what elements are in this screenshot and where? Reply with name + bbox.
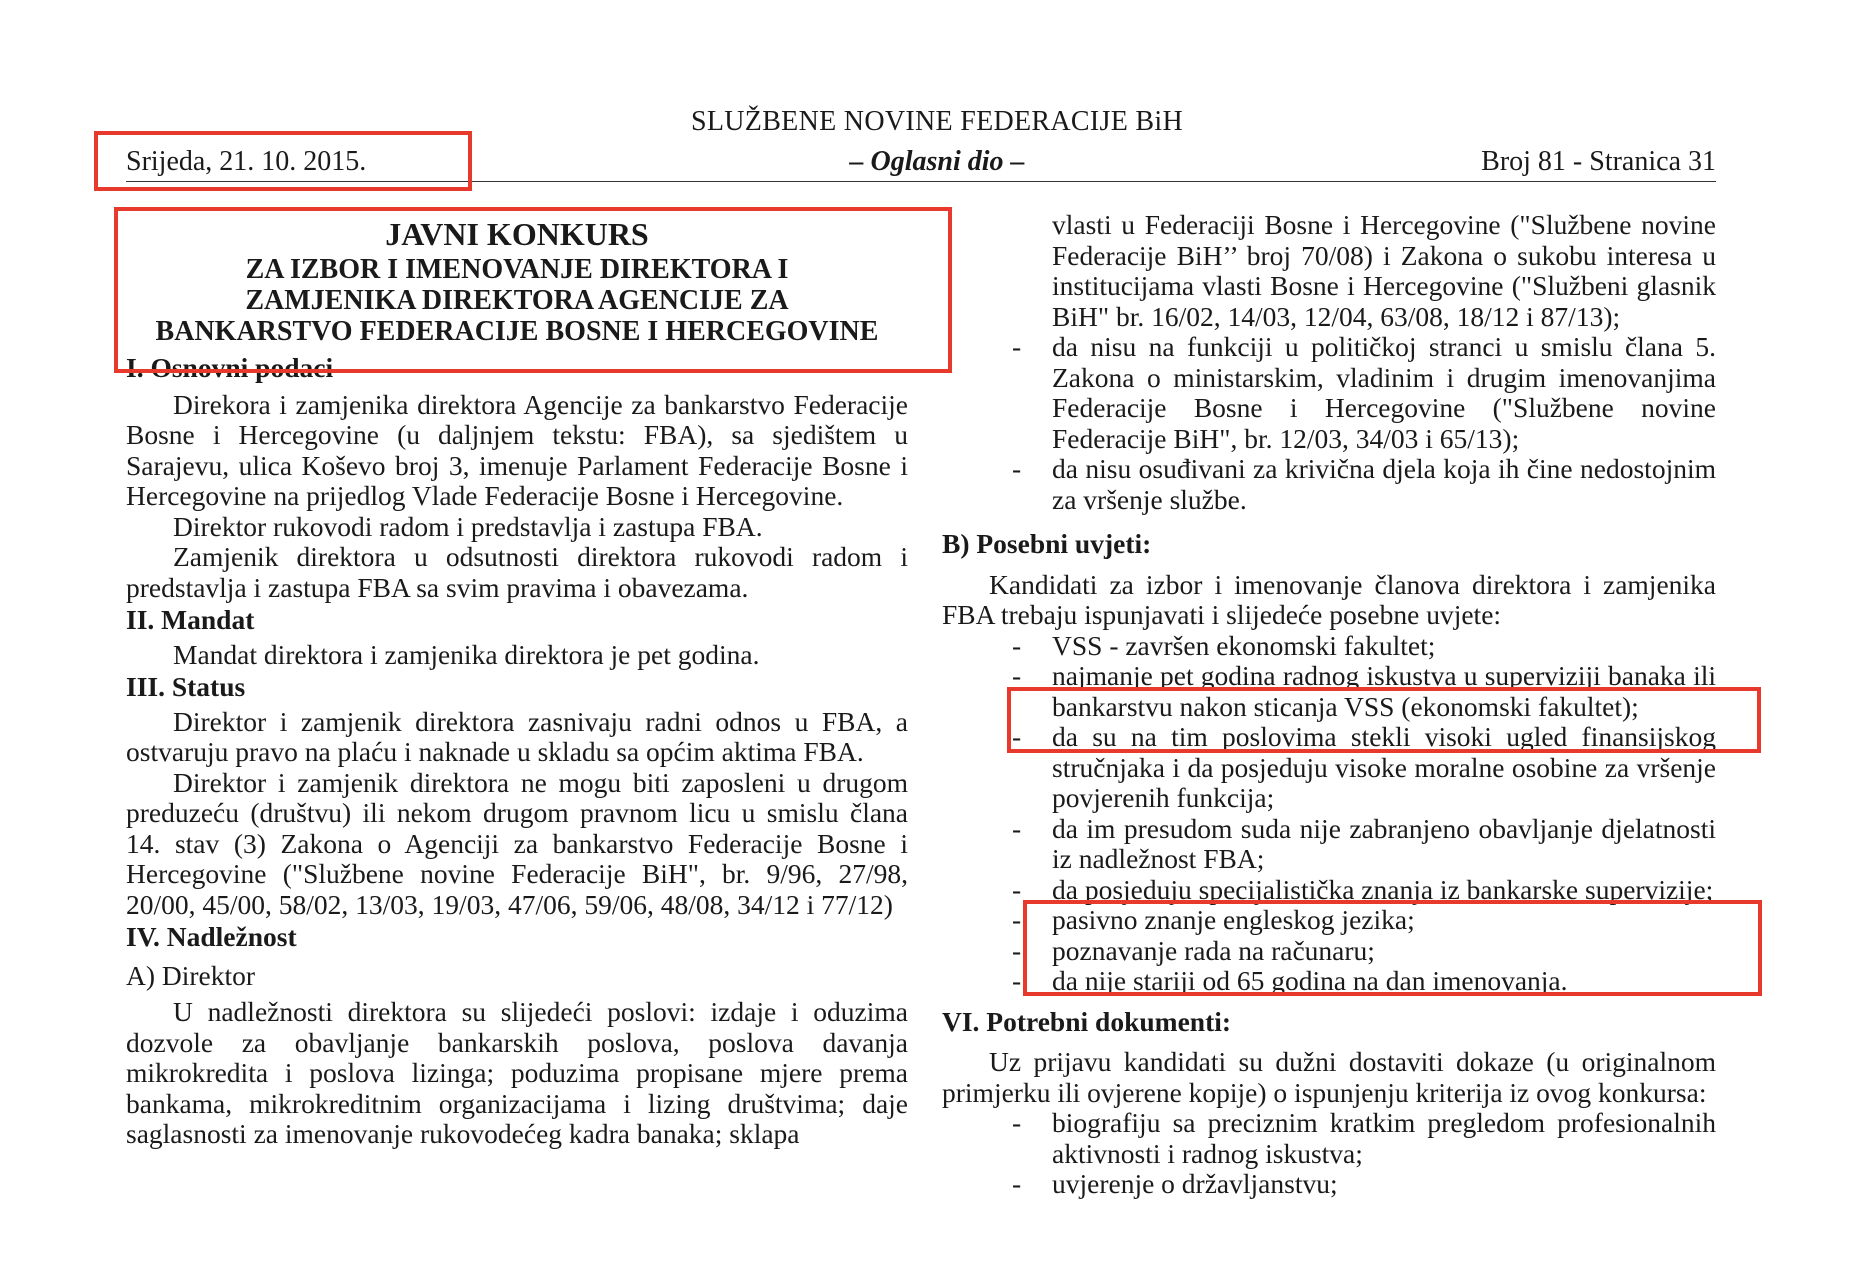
list-item-text: da nisu na funkciji u političkoj stranci u smislu člana 5. Zakona o ministarskim, vladinim i drugim imenovanjima Federacije Bosne i Hercegovine ("Službene novine Federacije BiH", br. 12/03, 34/03 i 65/13);: [1052, 331, 1716, 454]
list-item-text: poznavanje rada na računaru;: [1052, 934, 1375, 966]
continued-list-text: vlasti u Federaciji Bosne i Hercegovine ("Službene novine Federacije BiH’’ broj 70/08) i Zakona o sukobu interesa u institucijama vlasti Bosne i Hercegovine ("Službeni glasnik BiH" br. 16/02, 14/03, 12/04, 63/08, 18/12 i 87/13);: [1052, 209, 1716, 332]
dash-bullet: -: [1012, 1107, 1022, 1138]
list-item-text: da im presudom suda nije zabranjeno obavljanje djelatnosti iz nadležnost FBA;: [1052, 812, 1716, 874]
list-item-text: da nisu osuđivani za krivična djela koja ih čine nedostojnim za vršenje službe.: [1052, 453, 1716, 515]
list-item-text: pasivno znanje engleskog jezika;: [1052, 904, 1415, 935]
issue-page-number: Broj 81 - Stranica 31: [1481, 146, 1716, 177]
title-line-4: BANKARSTVO FEDERACIJE BOSNE I HERCEGOVINE: [155, 316, 879, 347]
list-item: [942, 332, 1716, 454]
list-item: [942, 814, 1716, 875]
paragraph: Direkora i zamjenika direktora Agencije za bankarstvo Federacije Bosne i Hercegovine (u daljnjem tekstu: FBA), sa sjedištem u Sarajevu, ulica Koševo broj 3, imenuje Parlament Federacije Bosne i Hercegovine na prijedlog Vlade Federacije Bosne i Hercegovine.: [126, 388, 908, 511]
general-conditions-list: [942, 332, 1716, 515]
highlight-box-skills: [1023, 900, 1762, 996]
title-line-3: ZAMJENIKA DIREKTORA AGENCIJE ZA: [245, 285, 789, 316]
dash-bullet: -: [1012, 629, 1022, 661]
paragraph: Direktor rukovodi radom i predstavlja i zastupa FBA.: [173, 510, 763, 542]
list-item: [942, 1169, 1716, 1200]
dash-bullet: -: [1012, 1168, 1022, 1199]
list-item-text: da su na tim poslovima stekli visoki ugled finansijskog stručnjaka i da posjeduju visoke moralne osobine za vršenje povjerenih funkcija;: [1052, 721, 1716, 813]
section-heading-special-conditions: B) Posebni uvjeti:: [942, 528, 1152, 559]
dash-bullet: -: [1012, 934, 1022, 966]
highlight-box-title: [114, 207, 952, 373]
paragraph: Kandidati za izbor i imenovanje članova direktora i zamjenika FBA trebaju ispunjavati i slijedeće posebne uvjete:: [942, 568, 1716, 630]
title-line-2: ZA IZBOR I IMENOVANJE DIREKTORA I: [245, 254, 789, 285]
list-item-text: da posjeduju specijalistička znanja iz bankarske supervizije;: [1052, 873, 1714, 905]
paragraph: Mandat direktora i zamjenika direktora je pet godina.: [173, 638, 760, 670]
list-item-text: najmanje pet godina radnog iskustva u superviziji banaka ili bankarstvu nakon sticanja VSS (ekonomski fakultet);: [1052, 660, 1716, 722]
section-heading-jurisdiction: IV. Nadležnost: [126, 921, 297, 952]
paragraph: Direktor i zamjenik direktora zasnivaju radni odnos u FBA, a ostvaruju pravo na plaću i naknade u skladu sa općim aktima FBA.: [126, 705, 908, 767]
issue-date: Srijeda, 21. 10. 2015.: [126, 146, 367, 177]
section-label: – Oglasni dio –: [849, 146, 1025, 177]
paragraph: Zamjenik direktora u odsutnosti direktora rukovodi radom i predstavlja i zastupa FBA sa svim pravima i obavezama.: [126, 541, 908, 603]
dash-bullet: -: [1012, 812, 1022, 844]
subsection-heading-director: A) Direktor: [126, 959, 256, 991]
section-heading-required-documents: VI. Potrebni dokumenti:: [942, 1005, 1232, 1037]
section-heading-basic-data: I. Osnovni podaci: [126, 352, 334, 383]
highlight-box-date: [94, 131, 472, 191]
dash-bullet: -: [1012, 453, 1022, 484]
list-item: [942, 1108, 1716, 1169]
list-item-text: da nije stariji od 65 godina na dan imenovanja.: [1052, 965, 1568, 996]
list-item: [942, 454, 1716, 515]
list-item-text: VSS - završen ekonomski fakultet;: [1052, 629, 1436, 661]
highlight-box-experience: [1007, 687, 1761, 753]
dash-bullet: -: [1012, 904, 1022, 935]
dash-bullet: -: [1012, 721, 1022, 752]
dash-bullet: -: [1012, 965, 1022, 996]
dash-bullet: -: [1012, 873, 1022, 905]
required-documents-list: [942, 1108, 1716, 1200]
list-item-text: biografiju sa preciznim kratkim pregledom profesionalnih aktivnosti i radnog iskustva;: [1052, 1107, 1716, 1169]
paragraph: Uz prijavu kandidati su dužni dostaviti dokaze (u originalnom primjerku ili ovjerene kopije) o ispunjenju kriterija iz ovog konkursa:: [942, 1046, 1716, 1108]
title-line-1: JAVNI KONKURS: [385, 216, 649, 252]
dash-bullet: -: [1012, 331, 1022, 362]
gazette-title: SLUŽBENE NOVINE FEDERACIJE BiH: [691, 106, 1183, 137]
dash-bullet: -: [1012, 660, 1022, 691]
paragraph: Direktor i zamjenik direktora ne mogu biti zaposleni u drugom preduzeću (društvu) ili nekom drugom pravnom licu u smislu člana 14. stav (3) Zakona o Agenciji za bankarstvo Federacije Bosne i Hercegovine ("Službene novine Federacije BiH", br. 9/96, 27/98, 20/00, 45/00, 58/02, 13/03, 19/03, 47/06, 59/06, 48/08, 34/12 i 77/12): [126, 766, 908, 920]
list-item-text: uvjerenje o državljanstvu;: [1052, 1168, 1338, 1199]
section-heading-mandate: II. Mandat: [126, 604, 255, 635]
list-item: [942, 631, 1716, 662]
section-heading-status: III. Status: [126, 671, 246, 702]
paragraph: U nadležnosti direktora su slijedeći poslovi: izdaje i oduzima dozvole za obavljanje bankarskih poslova, poslova davanja mikrokredita i poslova lizinga; poduzima propisane mjere prema bankama, mikrokreditnim organizacijama i lizing društvima; daje saglasnosti za imenovanje rukovodećeg kadra banaka; sklapa: [126, 996, 908, 1149]
